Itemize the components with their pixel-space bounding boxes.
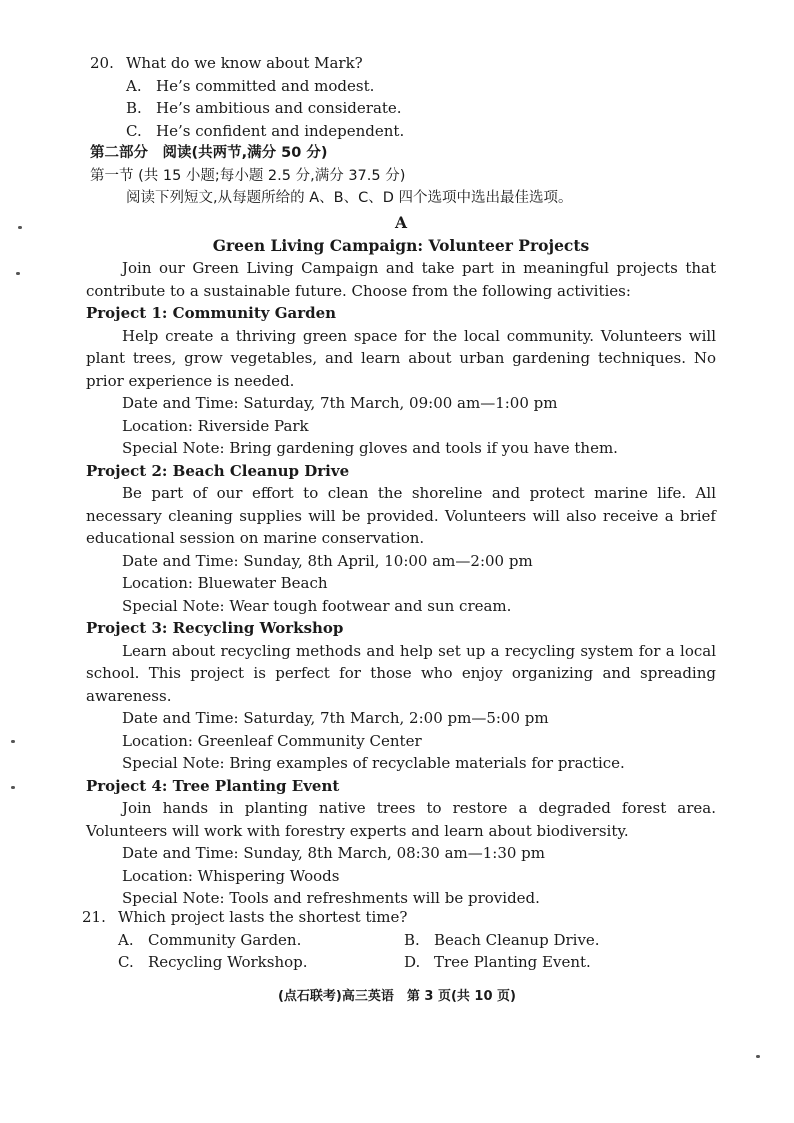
option-text: He’s committed and modest. — [156, 76, 375, 95]
project-title: Project 1: Community Garden — [86, 304, 337, 322]
project-2 — [86, 460, 716, 618]
question-stem — [90, 52, 730, 75]
option-text: Community Garden. — [148, 930, 302, 949]
project-1 — [86, 302, 716, 460]
option-letter: A. — [126, 76, 142, 95]
scan-speck — [11, 740, 15, 743]
project-location: Location: Greenleaf Community Center — [122, 731, 422, 750]
option-a[interactable] — [118, 929, 404, 952]
option-letter: D. — [404, 953, 421, 971]
passage-title: Green Living Campaign: Volunteer Projects — [212, 235, 590, 255]
option-letter: A. — [118, 930, 134, 949]
project-3 — [86, 617, 716, 775]
section-header — [90, 142, 720, 210]
option-letter: B. — [126, 99, 142, 117]
project-note: Special Note: Bring gardening gloves and tools if you have them. — [122, 439, 618, 457]
option-text: He’s confident and independent. — [156, 121, 405, 140]
question-20 — [90, 52, 730, 142]
project-desc: Learn about recycling methods and help set up a recycling system for a local school. This project is perfect for those who enjoy organizing and spreading awareness. — [86, 641, 716, 705]
question-number: 20. — [90, 54, 114, 72]
option-b[interactable] — [404, 929, 704, 952]
project-location: Location: Whispering Woods — [122, 866, 340, 885]
option-text: Tree Planting Event. — [434, 953, 591, 971]
project-desc: Help create a thriving green space for the local community. Volunteers will plant trees, grow vegetables, and learn about urban gardening techniques. No prior experience is needed. — [86, 326, 716, 390]
question-text: Which project lasts the shortest time? — [118, 908, 408, 926]
passage-a — [86, 212, 716, 910]
option-letter: C. — [126, 121, 142, 140]
project-datetime: Date and Time: Sunday, 8th March, 08:30 am—1:30 pm — [122, 844, 546, 862]
project-desc: Be part of our effort to clean the shoreline and protect marine life. All necessary cleaning supplies will be provided. Volunteers will also receive a brief educational session on marine conservation. — [86, 484, 716, 547]
project-location: Location: Riverside Park — [122, 416, 309, 435]
option-text: Recycling Workshop. — [148, 953, 308, 971]
option-b[interactable] — [90, 97, 730, 120]
section-part-title: 第二部分 阅读(共两节,满分 50 分) — [90, 145, 328, 161]
option-a[interactable] — [90, 75, 730, 98]
scan-speck — [18, 226, 22, 229]
option-letter: B. — [404, 930, 420, 949]
scan-speck — [756, 1055, 760, 1058]
question-text: What do we know about Mark? — [126, 54, 363, 72]
question-stem — [82, 906, 722, 929]
project-datetime: Date and Time: Saturday, 7th March, 2:00 pm—5:00 pm — [122, 709, 549, 727]
question-options — [82, 929, 722, 974]
scan-speck — [11, 786, 15, 789]
section-instruction: 阅读下列短文,从每题所给的 A、B、C、D 四个选项中选出最佳选项。 — [126, 190, 573, 206]
project-datetime: Date and Time: Sunday, 8th April, 10:00 am—2:00 pm — [122, 551, 533, 570]
option-text: Beach Cleanup Drive. — [434, 930, 600, 949]
project-location: Location: Bluewater Beach — [122, 574, 328, 592]
option-letter: C. — [118, 953, 134, 971]
option-text: He’s ambitious and considerate. — [156, 99, 402, 117]
project-desc: Join hands in planting native trees to restore a degraded forest area. Volunteers will work with forestry experts and learn about biodiversity. — [86, 799, 716, 840]
scan-speck — [16, 272, 20, 275]
project-note: Special Note: Tools and refreshments will be provided. — [122, 889, 540, 907]
page-footer: (点石联考)高三英语 第 3 页(共 10 页) — [277, 989, 516, 1004]
project-title: Project 2: Beach Cleanup Drive — [86, 461, 350, 480]
section-sub-title: 第一节 (共 15 小题;每小题 2.5 分,满分 37.5 分) — [90, 167, 406, 184]
option-c[interactable] — [118, 951, 404, 974]
option-d[interactable] — [404, 951, 704, 974]
project-note: Special Note: Wear tough footwear and sun cream. — [122, 596, 512, 615]
question-number: 21. — [82, 908, 106, 926]
project-title: Project 3: Recycling Workshop — [86, 619, 344, 637]
project-title: Project 4: Tree Planting Event — [86, 776, 340, 795]
passage-letter: A — [394, 213, 408, 232]
project-note: Special Note: Bring examples of recyclable materials for practice. — [122, 754, 625, 772]
project-4 — [86, 775, 716, 910]
option-c[interactable] — [90, 120, 730, 143]
project-datetime: Date and Time: Saturday, 7th March, 09:00 am—1:00 pm — [122, 394, 558, 412]
passage-intro: Join our Green Living Campaign and take part in meaningful projects that contribute to a sustainable future. Choose from the following activities: — [86, 259, 716, 300]
question-21 — [82, 906, 722, 974]
